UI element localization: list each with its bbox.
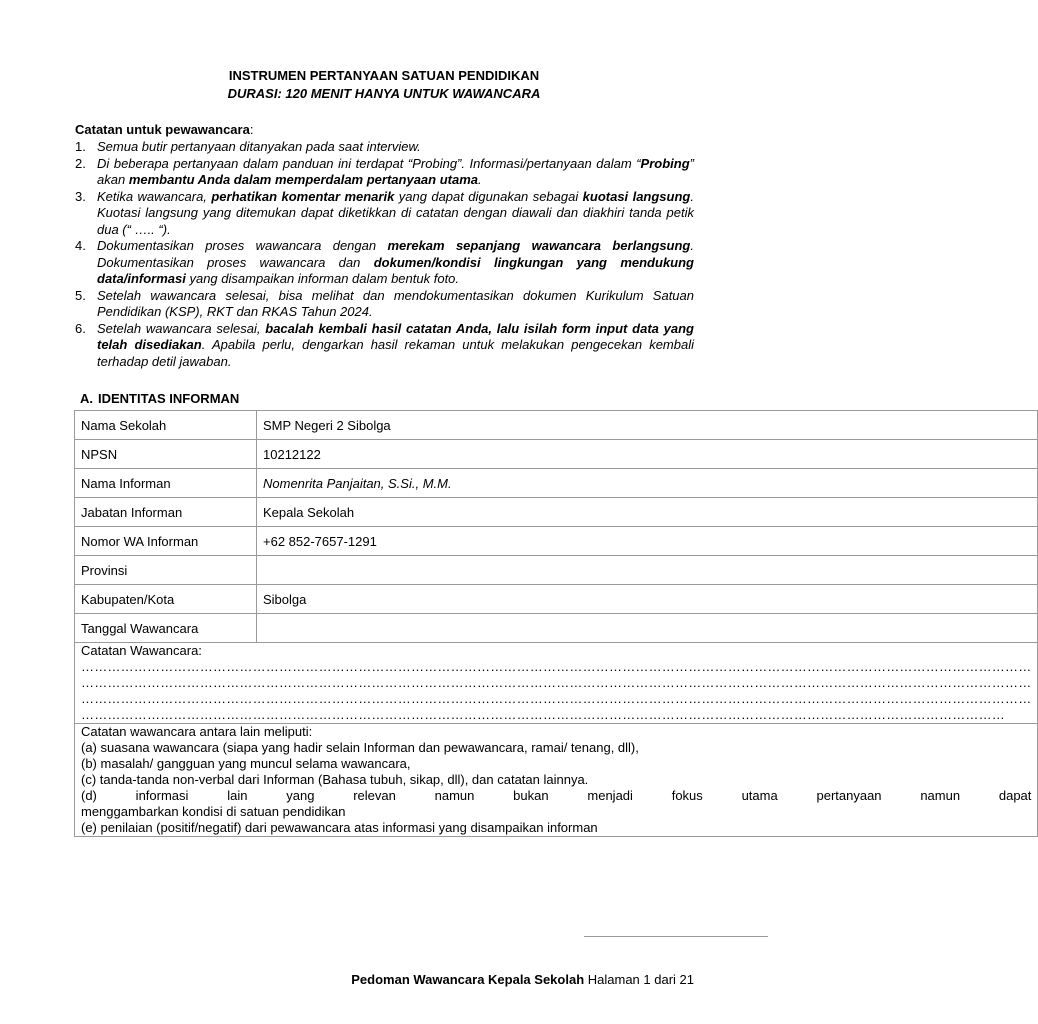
row-label: NPSN — [75, 440, 257, 469]
dot-line: ……………………………………………………………………………………………………………………………………………………………………………………………… — [81, 675, 1032, 690]
dot-line: ………………………………………………………………………………………………………………………………………………………………………………………… — [81, 707, 1005, 722]
table-row-catatan — [75, 643, 1038, 724]
notes-heading-colon: : — [249, 122, 254, 137]
note-number: 1. — [75, 139, 86, 154]
document-title: INSTRUMEN PERTANYAAN SATUAN PENDIDIKAN — [228, 68, 540, 83]
note-emphasis: dokumen/kondisi lingkungan yang mendukung data/informasi — [97, 254, 694, 286]
table-row-guide — [75, 724, 1038, 837]
note-text: . Kuotasi langsung yang ditemukan dapat diketikkan di catatan dengan diawali dan diakhiri tanda petik dua (“ ….. “). — [97, 188, 694, 237]
document-subtitle: DURASI: 120 MENIT HANYA UNTUK WAWANCARA — [227, 86, 541, 101]
row-value: +62 852-7657-1291 — [257, 527, 1038, 556]
footer-page-label: Halaman 1 dari 21 — [587, 972, 694, 987]
row-value: Sibolga — [257, 585, 1038, 614]
note-text: . Dokumentasikan proses wawancara dan — [97, 238, 695, 270]
section-a-heading — [80, 391, 239, 406]
guide-line: (b) masalah/ gangguan yang muncul selama wawancara, — [81, 756, 411, 771]
informant-identity-table — [74, 410, 1038, 837]
note-text: Setelah wawancara selesai, bisa melihat dan mendokumentasikan dokumen Kurikulum Satuan Pendidikan (KSP), RKT dan RKAS Tahun 2024. — [97, 287, 694, 319]
note-text: Setelah wawancara selesai, — [97, 320, 266, 336]
note-number: 4. — [75, 238, 86, 253]
guide-line: (a) suasana wawancara (siapa yang hadir selain Informan dan pewawancara, ramai/ tenang, dll), — [81, 740, 639, 755]
footer-rule — [584, 936, 768, 937]
table-row — [75, 440, 1038, 469]
note-item — [75, 189, 694, 239]
row-value: 10212122 — [257, 440, 1038, 469]
guide-line: menggambarkan kondisi di satuan pendidikan — [81, 804, 346, 819]
note-item — [75, 156, 694, 189]
row-label: Tanggal Wawancara — [75, 614, 257, 643]
note-text: . Apabila perlu, dengarkan hasil rekaman untuk melakukan pengecekan kembali terhadap detil jawaban. — [97, 337, 694, 369]
note-item — [75, 139, 694, 156]
note-item — [75, 288, 694, 321]
note-number: 5. — [75, 287, 86, 303]
interviewer-notes-list — [75, 139, 694, 370]
table-row — [75, 614, 1038, 643]
note-emphasis: Probing — [640, 155, 690, 171]
section-a-letter: A. — [80, 391, 93, 406]
table-row — [75, 556, 1038, 585]
notes-heading-label: Catatan untuk pewawancara — [75, 122, 250, 137]
note-number: 3. — [75, 188, 86, 204]
catatan-wawancara-cell — [75, 643, 1038, 724]
catatan-label: Catatan Wawancara: — [81, 643, 202, 658]
row-label: Nomor WA Informan — [75, 527, 257, 556]
dot-line: ……………………………………………………………………………………………………………………………………………………………………………………………… — [81, 691, 1032, 706]
row-label: Nama Informan — [75, 469, 257, 498]
dot-line: ……………………………………………………………………………………………………………………………………………………………………………………………… — [81, 659, 1032, 674]
row-label: Nama Sekolah — [75, 411, 257, 440]
table-row — [75, 498, 1038, 527]
table-row — [75, 411, 1038, 440]
guide-line: (d) informasi lain yang relevan namun bukan menjadi fokus utama pertanyaan namun dapat — [81, 788, 1032, 803]
row-value: SMP Negeri 2 Sibolga — [257, 411, 1038, 440]
guide-intro: Catatan wawancara antara lain meliputi: — [81, 724, 313, 739]
row-label: Jabatan Informan — [75, 498, 257, 527]
row-value: Kepala Sekolah — [257, 498, 1038, 527]
note-text: Di beberapa pertanyaan dalam panduan ini terdapat “Probing”. Informasi/pertanyaan dalam “ — [97, 155, 641, 171]
note-text: yang dapat digunakan sebagai — [394, 188, 583, 204]
page-footer — [351, 972, 694, 987]
row-value: Nomenrita Panjaitan, S.Si., M.M. — [257, 469, 1038, 498]
table-row — [75, 585, 1038, 614]
note-text: Ketika wawancara, — [97, 188, 212, 204]
note-text: Semua butir pertanyaan ditanyakan pada saat interview. — [97, 139, 421, 154]
note-number: 2. — [75, 155, 86, 171]
table-row — [75, 469, 1038, 498]
note-item — [75, 321, 694, 371]
section-a-title: IDENTITAS INFORMAN — [98, 391, 240, 406]
footer-doc-title: Pedoman Wawancara Kepala Sekolah — [351, 972, 585, 987]
row-label: Kabupaten/Kota — [75, 585, 257, 614]
note-emphasis: membantu Anda dalam memperdalam pertanyaan utama — [128, 172, 478, 187]
note-number: 6. — [75, 320, 86, 336]
row-value — [257, 614, 1038, 643]
row-value — [257, 556, 1038, 585]
table-row — [75, 527, 1038, 556]
note-text: yang disampaikan informan dalam bentuk foto. — [185, 271, 460, 286]
note-text: . — [478, 172, 482, 187]
note-text: ” akan — [97, 155, 694, 187]
note-emphasis: merekam sepanjang wawancara berlangsung — [387, 238, 691, 253]
notes-heading — [75, 122, 253, 137]
row-label: Provinsi — [75, 556, 257, 585]
note-emphasis: perhatikan komentar menarik — [211, 188, 395, 204]
note-item — [75, 238, 694, 288]
catatan-guide-cell — [75, 724, 1038, 837]
guide-line: (e) penilaian (positif/negatif) dari pewawancara atas informasi yang disampaikan informan — [81, 820, 598, 835]
note-emphasis: kuotasi langsung — [582, 188, 691, 204]
note-text: Dokumentasikan proses wawancara dengan — [97, 238, 388, 253]
guide-line: (c) tanda-tanda non-verbal dari Informan (Bahasa tubuh, sikap, dll), dan catatan lainnya. — [81, 772, 589, 787]
note-emphasis: bacalah kembali hasil catatan Anda, lalu isilah form input data yang telah disediakan — [97, 320, 694, 352]
